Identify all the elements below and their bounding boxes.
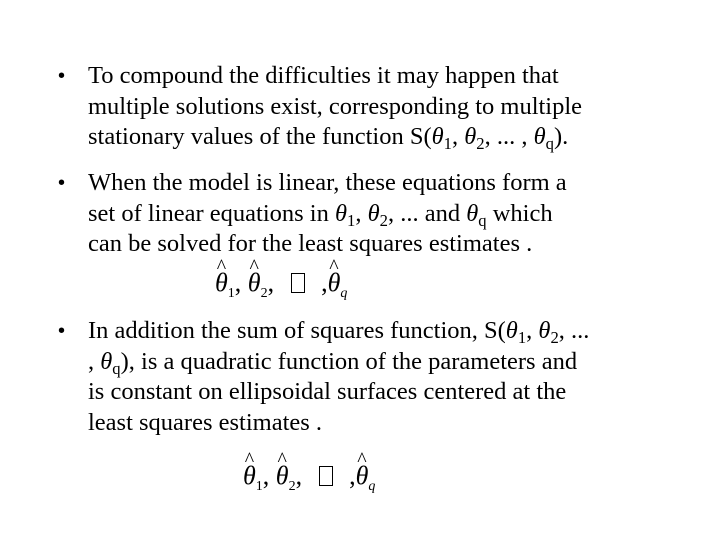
theta-symbol: θ (431, 123, 444, 150)
theta-symbol: θ (367, 199, 380, 227)
theta-hat-2: ^ θ (248, 268, 261, 298)
subscript-q: q (545, 133, 554, 153)
theta-symbol: θ (538, 317, 551, 344)
subscript-1: 1 (443, 133, 452, 153)
subscript-q: q (478, 210, 487, 230)
subscript-2: 2 (476, 133, 485, 153)
theta-hat-1: ^ θ (243, 461, 256, 491)
bullet-1-line-3 (88, 122, 688, 153)
bullet-2-line-3: can be solved for the least squares estimates . (88, 230, 533, 257)
formula-lead-comma: , (321, 268, 328, 297)
bullet-1 (58, 61, 688, 153)
separator: , (355, 199, 368, 227)
theta-hat-q: ^ θ (328, 268, 341, 298)
theta-symbol: θ (100, 347, 113, 375)
theta-symbol: θ (334, 199, 348, 227)
formula-subscript-1: 1 (255, 479, 263, 494)
formula-comma: , (234, 268, 242, 297)
theta-hat-q: ^ θ (356, 461, 369, 491)
theta-symbol: θ (466, 199, 479, 227)
line-2-prefix: , (88, 347, 101, 375)
formula-subscript-1: 1 (227, 286, 235, 301)
subscript-q: q (112, 358, 121, 378)
subscript-2: 2 (379, 210, 388, 230)
bullet-3-text (88, 316, 688, 438)
bullet-3-line-3: is constant on ellipsoidal surfaces centered at the (88, 378, 567, 405)
middle-text: , ... and (387, 199, 467, 227)
bullet-2-line-1: When the model is linear, these equations form a (88, 169, 567, 196)
theta-symbol: θ (464, 123, 477, 150)
estimates-formula-1 (215, 268, 347, 308)
theta-symbol: θ (533, 123, 546, 150)
bullet-3-line-1 (88, 316, 688, 347)
line-1-suffix: , ... (558, 317, 590, 344)
estimates-formula-2 (243, 461, 375, 501)
theta-hat-2: ^ θ (276, 461, 289, 491)
missing-glyph-box (319, 466, 333, 486)
line-2-suffix: which (486, 199, 553, 227)
formula-subscript-q: q (340, 286, 348, 301)
formula-subscript-2: 2 (260, 286, 268, 301)
bullet-2 (58, 168, 688, 260)
bullet-marker: • (58, 172, 66, 194)
bullet-marker: • (58, 65, 66, 87)
line-2-suffix: ), is a quadratic function of the parameters and (120, 347, 578, 375)
formula-lead-comma: , (349, 461, 356, 490)
formula-comma: , (267, 268, 275, 297)
formula-subscript-q: q (368, 479, 376, 494)
line-3-suffix: ). (553, 123, 569, 150)
subscript-2: 2 (550, 327, 559, 347)
bullet-1-text (88, 61, 688, 153)
formula-subscript-2: 2 (288, 479, 296, 494)
formula-comma: , (295, 461, 303, 490)
subscript-1: 1 (347, 210, 356, 230)
bullet-marker: • (58, 320, 66, 342)
theta-hat-1: ^ θ (215, 268, 228, 298)
subscript-1: 1 (517, 327, 527, 347)
bullet-3-line-4: least squares estimates . (88, 408, 323, 436)
bullet-1-line-1: To compound the difficulties it may happen that (88, 62, 559, 89)
line-2-prefix: set of linear equations in (88, 199, 335, 227)
bullet-1-line-2: multiple solutions exist, corresponding to multiple (88, 92, 583, 120)
line-3-prefix: stationary values of the function S( (88, 123, 432, 150)
separator: , (526, 317, 539, 344)
missing-glyph-box (291, 273, 305, 293)
line-1-prefix: In addition the sum of squares function, S( (88, 317, 506, 344)
theta-symbol: θ (505, 317, 518, 344)
separator: , (451, 123, 465, 150)
bullet-2-text (88, 168, 688, 260)
formula-comma: , (262, 461, 270, 490)
bullet-2-line-2 (88, 199, 688, 230)
bullet-3-line-2 (88, 347, 688, 378)
separator: , ... , (484, 123, 534, 150)
bullet-3 (58, 316, 688, 438)
